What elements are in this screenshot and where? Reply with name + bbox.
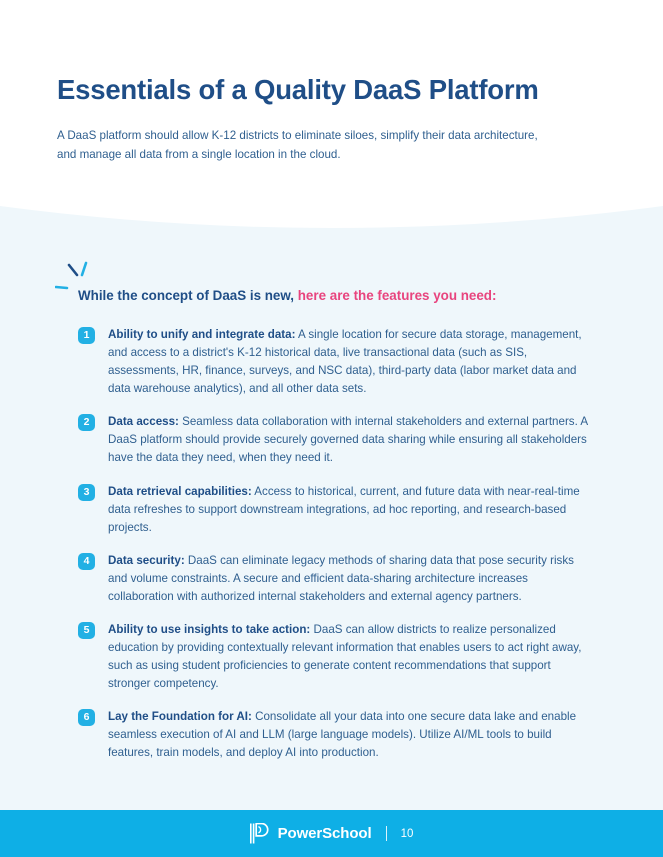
list-item-number-badge: 5 bbox=[78, 622, 95, 639]
list-item-label: Data access: bbox=[108, 415, 179, 429]
list-item-label: Data security: bbox=[108, 553, 185, 567]
list-item-label: Lay the Foundation for AI: bbox=[108, 710, 252, 724]
list-item-body: DaaS can eliminate legacy methods of sharing data that pose security risks and volume constraints. A secure and efficient data-sharing architecture increases collaboration with authorized internal stakeholders and external agency partners. bbox=[108, 553, 574, 603]
list-item-number-badge: 6 bbox=[78, 709, 95, 726]
list-item bbox=[78, 483, 590, 537]
list-item-text bbox=[108, 552, 590, 606]
list-item bbox=[78, 621, 590, 693]
list-item-number-badge: 2 bbox=[78, 414, 95, 431]
list-item-text bbox=[108, 413, 590, 467]
list-item-label: Ability to unify and integrate data: bbox=[108, 328, 296, 341]
list-item-body: Seamless data collaboration with internal stakeholders and external partners. A DaaS platform should provide securely governed data sharing while ensuring all stakeholders have the data they need, when they need it. bbox=[108, 415, 588, 465]
list-item-body: A single location for secure data storage, management, and access to a district's K-12 historical data, live transactional data (such as SIS, assessments, HR, finance, surveys, and NSC data), third-party data (labor market data and data warehouse analytics), and all other data sets. bbox=[108, 328, 582, 396]
feature-list bbox=[78, 326, 590, 763]
list-item bbox=[78, 552, 590, 606]
footer-brand-group bbox=[250, 823, 414, 844]
list-item-body: Consolidate all your data into one secure data lake and enable seamless execution of AI and LLM (large language models). Utilize AI/ML tools to build features, train models, and deploy AI into production. bbox=[108, 710, 577, 760]
list-item-text bbox=[108, 621, 590, 693]
list-item bbox=[78, 708, 590, 762]
list-item bbox=[78, 413, 590, 467]
page-footer bbox=[0, 810, 663, 857]
list-item-body: Access to historical, current, and future data with near-real-time data refreshes to support downstream integrations, ad hoc reporting, and research-based projects. bbox=[108, 484, 580, 534]
list-item-text bbox=[108, 326, 590, 398]
list-item-number-badge: 1 bbox=[78, 327, 95, 344]
list-item-body: DaaS can allow districts to realize personalized education by providing contextually relevant information that enables users to act right away, such as using student proficiencies to generate content recommendations that support stronger competency. bbox=[108, 623, 582, 691]
list-item-number-badge: 3 bbox=[78, 484, 95, 501]
powerschool-p-logo-icon bbox=[250, 823, 269, 844]
subheading-accent-text: here are the features you need: bbox=[294, 288, 497, 303]
intro-paragraph: A DaaS platform should allow K-12 districts to eliminate siloes, simplify their data architecture, and manage all data from a single location in the cloud. bbox=[57, 129, 538, 161]
list-item-number-badge: 4 bbox=[78, 553, 95, 570]
footer-divider bbox=[386, 826, 387, 841]
list-item-text bbox=[108, 708, 590, 762]
footer-brand-name: PowerSchool bbox=[277, 825, 372, 842]
page-title: Essentials of a Quality DaaS Platform bbox=[57, 74, 539, 105]
list-item bbox=[78, 326, 590, 398]
list-item-label: Data retrieval capabilities: bbox=[108, 484, 252, 498]
list-item-label: Ability to use insights to take action: bbox=[108, 623, 311, 637]
subheading-dark-text: While the concept of DaaS is new, bbox=[78, 288, 295, 303]
section-subheading bbox=[78, 287, 618, 304]
page-number: 10 bbox=[400, 827, 414, 840]
list-item-text bbox=[108, 483, 590, 537]
